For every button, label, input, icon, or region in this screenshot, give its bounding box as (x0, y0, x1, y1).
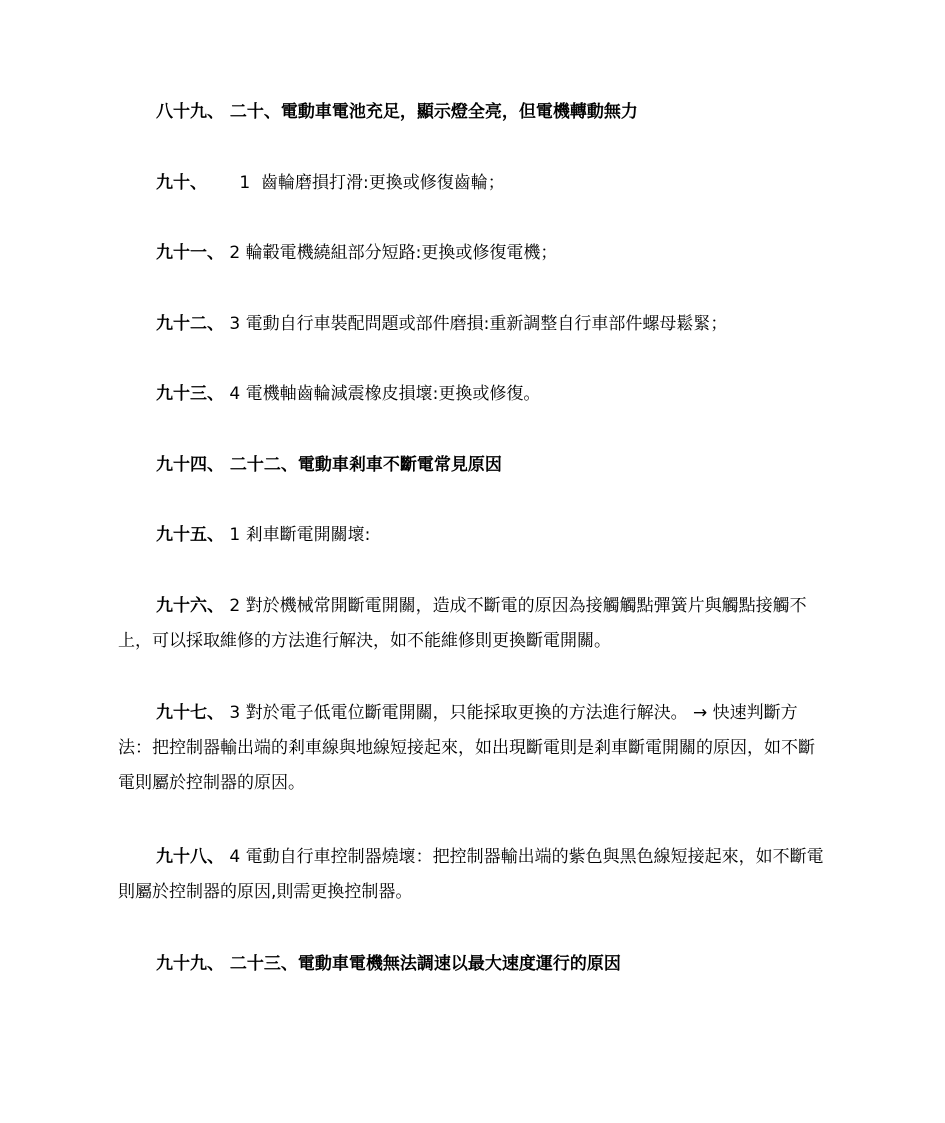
paragraph-text: 4 電機軸齒輪減震橡皮損壞:更換或修復。 (224, 384, 541, 404)
paragraph-number: 九十三、 (156, 384, 224, 404)
paragraph-text: 1 齒輪磨損打滑:更換或修復齒輪； (207, 173, 505, 193)
paragraph-90 (118, 166, 830, 201)
paragraph-text: 1 剎車斷電開關壞: (224, 525, 371, 545)
paragraph-text: 2 對於機械常開斷電開關，造成不斷電的原因為接觸觸點彈簧片與觸點接觸不上，可以採取維修的方法進行解決，如不能維修則更換斷電開關。 (118, 596, 807, 651)
paragraph-number: 九十四、 (156, 455, 224, 475)
paragraph-text: 3 對於電子低電位斷電開關，只能採取更換的方法進行解決。 → 快速判斷方法：把控制器輸出端的剎車線與地線短接起來，如出現斷電則是剎車斷電開關的原因，如不斷電則屬於控制器的原因。 (118, 703, 815, 793)
paragraph-99 (118, 947, 830, 982)
paragraph-number: 九十七、 (156, 703, 224, 723)
paragraph-92 (118, 307, 830, 342)
paragraph-89 (118, 95, 830, 130)
section-heading: 二十、電動車電池充足，顯示燈全亮，但電機轉動無力 (224, 102, 638, 122)
paragraph-text: 3 電動自行車裝配問題或部件磨損:重新調整自行車部件螺母鬆緊； (224, 314, 728, 334)
paragraph-number: 八十九、 (156, 102, 224, 122)
paragraph-number: 九十六、 (156, 596, 224, 616)
paragraph-number: 九十九、 (156, 954, 224, 974)
section-heading: 二十二、電動車剎車不斷電常見原因 (224, 455, 502, 475)
paragraph-93 (118, 377, 830, 412)
paragraph-97 (118, 696, 830, 801)
paragraph-number: 九十五、 (156, 525, 224, 545)
paragraph-94 (118, 448, 830, 483)
section-heading: 二十三、電動車電機無法調速以最大速度運行的原因 (224, 954, 621, 974)
paragraph-text: 2 輪轂電機繞組部分短路:更換或修復電機； (224, 243, 558, 263)
paragraph-95 (118, 518, 830, 553)
paragraph-number: 九十、 (156, 173, 207, 193)
paragraph-text: 4 電動自行車控制器燒壞：把控制器輸出端的紫色與黑色線短接起來，如不斷電則屬於控制器的原因,則需更換控制器。 (118, 847, 824, 902)
paragraph-91 (118, 236, 830, 271)
paragraph-96 (118, 589, 830, 659)
paragraph-98 (118, 840, 830, 910)
paragraph-number: 九十八、 (156, 847, 224, 867)
paragraph-number: 九十二、 (156, 314, 224, 334)
paragraph-number: 九十一、 (156, 243, 224, 263)
